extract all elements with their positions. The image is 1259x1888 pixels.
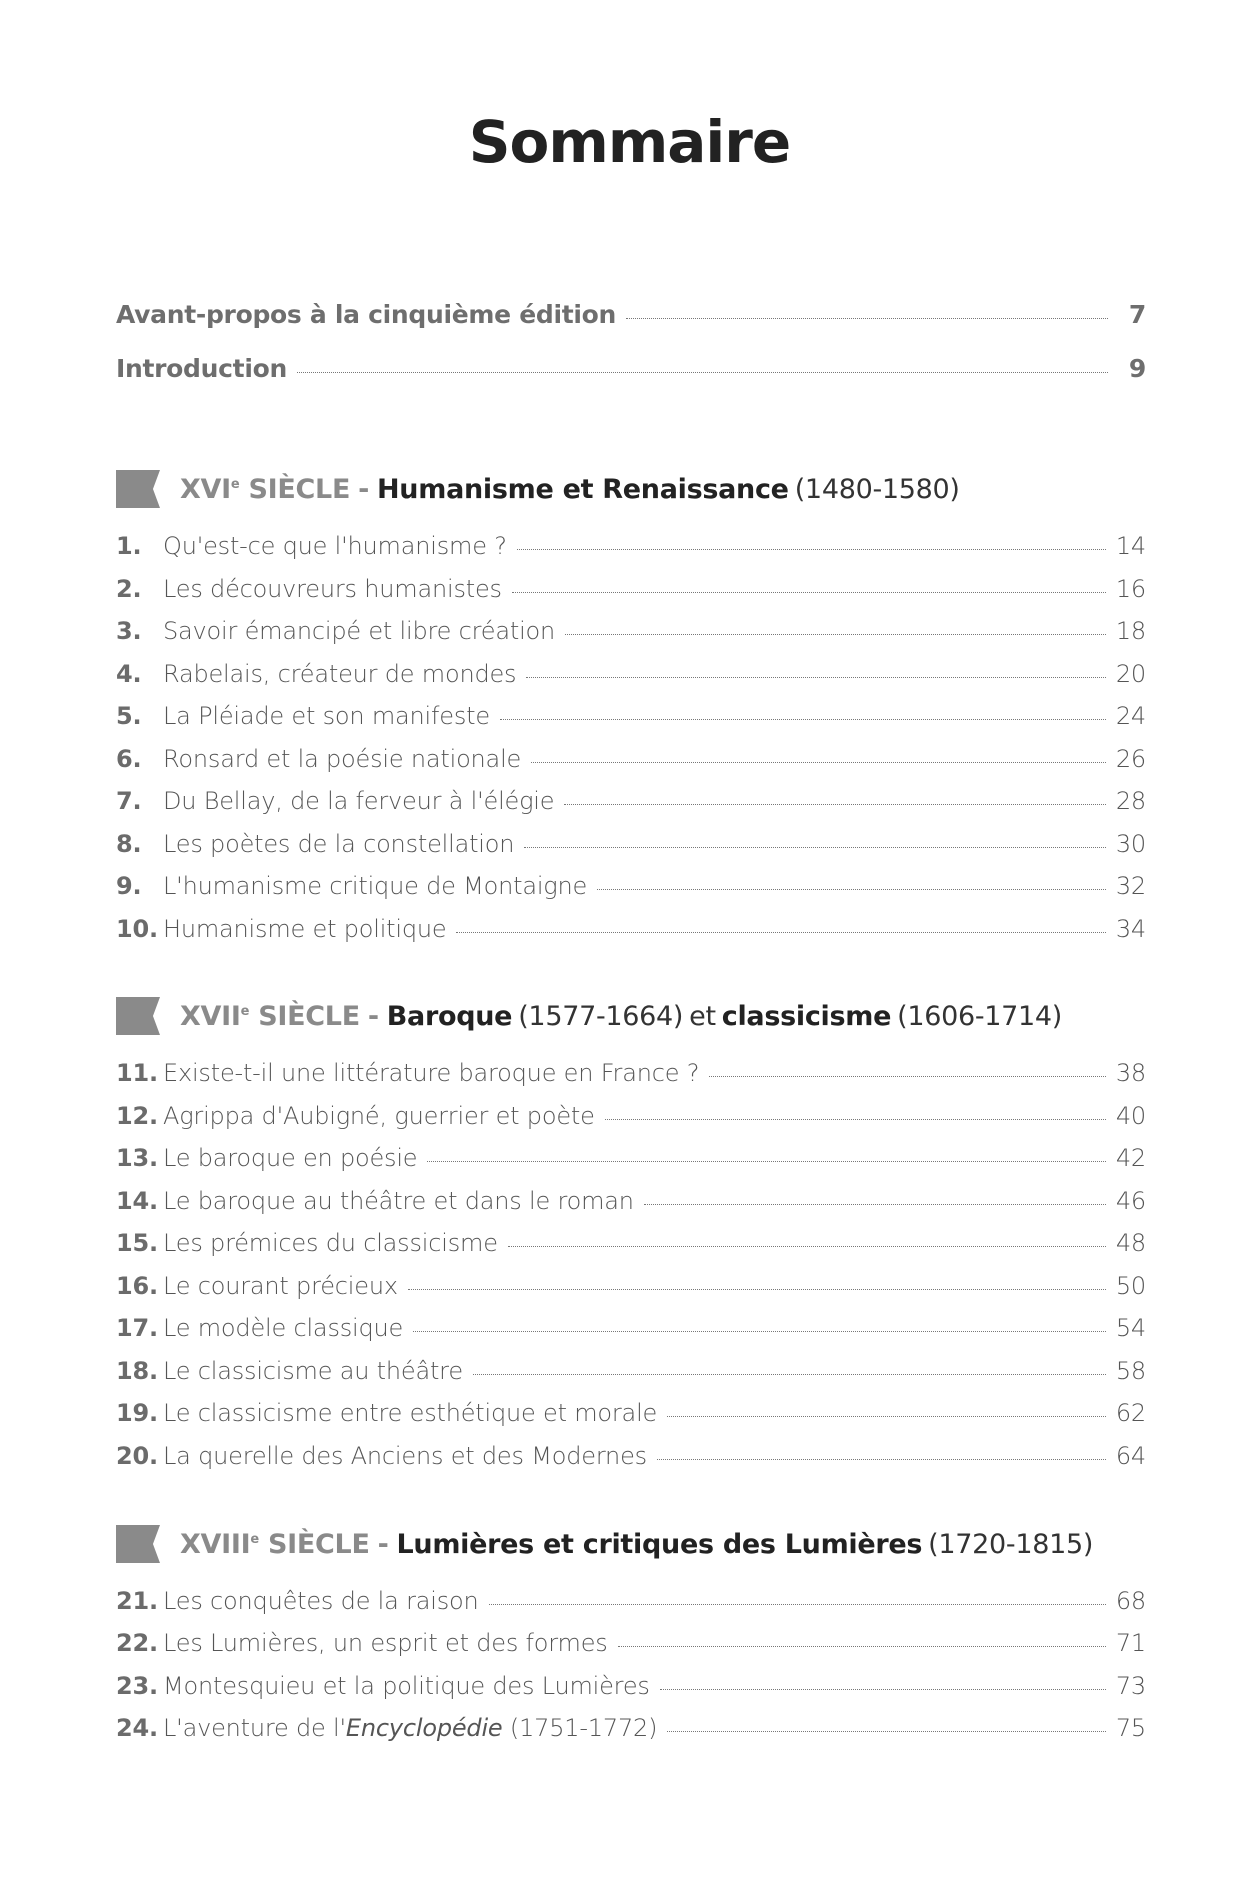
toc-entry[interactable] <box>116 1399 1146 1427</box>
toc-entry-number: 13. <box>116 1144 158 1172</box>
toc-entry-number: 9. <box>116 872 142 900</box>
toc-entry-number: 24. <box>116 1714 158 1742</box>
toc-entry[interactable] <box>116 1059 1146 1087</box>
section-theme: Baroque <box>386 1000 513 1032</box>
toc-entry-label: Le modèle classique <box>163 1314 404 1342</box>
toc-page-number: 48 <box>1115 1229 1146 1257</box>
toc-page-number: 71 <box>1115 1629 1146 1657</box>
dot-leader <box>667 1416 1106 1417</box>
toc-entry-label: Agrippa d'Aubigné, guerrier et poète <box>163 1102 595 1130</box>
toc-entry[interactable] <box>116 1102 1146 1130</box>
dot-leader <box>526 677 1106 678</box>
toc-entry-number: 11. <box>116 1059 158 1087</box>
section-dates: (1577-1664) <box>518 1000 684 1032</box>
toc-page-number: 34 <box>1115 915 1146 943</box>
dot-leader <box>531 762 1106 763</box>
toc-entry-number: 23. <box>116 1672 158 1700</box>
toc-entry[interactable] <box>116 872 1146 900</box>
toc-page-number: 38 <box>1115 1059 1146 1087</box>
toc-page-number: 26 <box>1115 745 1146 773</box>
toc-page-number: 68 <box>1115 1587 1146 1615</box>
toc-page-number: 58 <box>1115 1357 1146 1385</box>
dot-leader <box>644 1204 1106 1205</box>
section-header-xvi <box>116 470 1146 508</box>
toc-entry[interactable] <box>116 830 1146 858</box>
toc-entry-number: 17. <box>116 1314 158 1342</box>
toc-entry-label: Le baroque au théâtre et dans le roman <box>163 1187 634 1215</box>
toc-entry-number: 19. <box>116 1399 158 1427</box>
toc-entry-number: 21. <box>116 1587 158 1615</box>
section-marker-icon <box>116 1525 160 1563</box>
toc-page-number: 28 <box>1115 787 1146 815</box>
toc-entry[interactable] <box>116 1144 1146 1172</box>
toc-entry-number: 12. <box>116 1102 158 1130</box>
toc-entry-label: Les découvreurs humanistes <box>163 575 502 603</box>
dot-leader <box>605 1119 1106 1120</box>
toc-entry[interactable] <box>116 1587 1146 1615</box>
toc-entry-number: 10. <box>116 915 158 943</box>
section-marker-icon <box>116 470 160 508</box>
dot-leader <box>565 634 1106 635</box>
toc-entry[interactable] <box>116 745 1146 773</box>
dot-leader <box>408 1289 1106 1290</box>
toc-entry-label: Avant-propos à la cinquième édition <box>116 300 617 329</box>
toc-page-number: 32 <box>1115 872 1146 900</box>
dot-leader <box>297 372 1108 373</box>
toc-entry-label: Qu'est-ce que l'humanisme ? <box>163 532 507 560</box>
section-century: XVIe SIÈCLE <box>180 473 351 505</box>
toc-entry-number: 16. <box>116 1272 158 1300</box>
dot-leader <box>660 1689 1106 1690</box>
dot-leader <box>626 318 1108 319</box>
toc-entry-label: Introduction <box>116 354 287 383</box>
toc-entry-label: Le baroque en poésie <box>163 1144 418 1172</box>
toc-entry-number: 6. <box>116 745 142 773</box>
toc-page-number: 18 <box>1115 617 1146 645</box>
toc-entry-number: 14. <box>116 1187 158 1215</box>
dot-leader <box>564 804 1106 805</box>
section-dates: (1720-1815) <box>928 1528 1094 1560</box>
toc-entry-number: 1. <box>116 532 142 560</box>
toc-entry[interactable] <box>116 1314 1146 1342</box>
dot-leader <box>667 1731 1106 1732</box>
toc-page-number: 40 <box>1115 1102 1146 1130</box>
toc-entry-number: 15. <box>116 1229 158 1257</box>
toc-entry-label: Les prémices du classicisme <box>163 1229 498 1257</box>
toc-entry-label: Les Lumières, un esprit et des formes <box>163 1629 608 1657</box>
toc-entry-label: Rabelais, créateur de mondes <box>163 660 517 688</box>
toc-entry[interactable] <box>116 1714 1146 1742</box>
dot-leader <box>512 592 1106 593</box>
toc-entry[interactable] <box>116 702 1146 730</box>
section-header-xviii <box>116 1525 1146 1563</box>
section-dash: - <box>367 1000 379 1032</box>
toc-entry-number: 20. <box>116 1442 158 1470</box>
toc-entry-number: 5. <box>116 702 142 730</box>
toc-entry[interactable] <box>116 660 1146 688</box>
toc-entry-label: Montesquieu et la politique des Lumières <box>163 1672 650 1700</box>
toc-entry-label: Les conquêtes de la raison <box>163 1587 479 1615</box>
toc-page-number: 42 <box>1115 1144 1146 1172</box>
toc-entry-label: Le classicisme entre esthétique et morale <box>163 1399 658 1427</box>
toc-entry-label: Le classicisme au théâtre <box>163 1357 463 1385</box>
toc-page-number: 73 <box>1115 1672 1146 1700</box>
toc-entry-number: 22. <box>116 1629 158 1657</box>
section-header-xvii <box>116 997 1146 1035</box>
toc-entry-label: L'aventure de l'Encyclopédie (1751-1772) <box>163 1714 658 1742</box>
section-century: XVIIIe SIÈCLE <box>180 1528 370 1560</box>
dot-leader <box>473 1374 1106 1375</box>
toc-entry[interactable] <box>116 1442 1146 1470</box>
toc-page-number: 30 <box>1115 830 1146 858</box>
section-century: XVIIe SIÈCLE <box>180 1000 360 1032</box>
toc-entry-label: Du Bellay, de la ferveur à l'élégie <box>163 787 555 815</box>
dot-leader <box>524 847 1106 848</box>
toc-entry-number: 7. <box>116 787 142 815</box>
toc-page-number: 54 <box>1115 1314 1146 1342</box>
dot-leader <box>500 719 1106 720</box>
dot-leader <box>657 1459 1106 1460</box>
toc-entry[interactable] <box>116 617 1146 645</box>
toc-entry[interactable] <box>116 1357 1146 1385</box>
toc-page-number: 16 <box>1115 575 1146 603</box>
toc-entry[interactable] <box>116 532 1146 560</box>
section-dates-2: (1606-1714) <box>897 1000 1063 1032</box>
page-title: Sommaire <box>468 108 791 176</box>
section-dates: (1480-1580) <box>794 473 960 505</box>
toc-entry-number: 2. <box>116 575 142 603</box>
dot-leader <box>508 1246 1106 1247</box>
dot-leader <box>709 1076 1106 1077</box>
section-dash: - <box>358 473 370 505</box>
toc-entry[interactable] <box>116 575 1146 603</box>
dot-leader <box>456 932 1105 933</box>
toc-entry[interactable] <box>116 1229 1146 1257</box>
toc-entry-label: Existe-t-il une littérature baroque en France ? <box>163 1059 700 1087</box>
toc-page-number: 20 <box>1115 660 1146 688</box>
toc-entry-number: 3. <box>116 617 142 645</box>
dot-leader <box>517 549 1106 550</box>
toc-front-introduction[interactable] <box>116 354 1146 383</box>
toc-page-number: 7 <box>1128 300 1146 329</box>
toc-page-number: 24 <box>1115 702 1146 730</box>
dot-leader <box>427 1161 1105 1162</box>
dot-leader <box>618 1646 1106 1647</box>
toc-entry-label: Le courant précieux <box>163 1272 398 1300</box>
dot-leader <box>413 1331 1106 1332</box>
toc-page-number: 50 <box>1115 1272 1146 1300</box>
toc-entry[interactable] <box>116 1187 1146 1215</box>
toc-page-number: 46 <box>1115 1187 1146 1215</box>
toc-entry-label: Savoir émancipé et libre création <box>163 617 556 645</box>
toc-page-number: 62 <box>1115 1399 1146 1427</box>
toc-entry[interactable] <box>116 915 1146 943</box>
toc-entry-label: Humanisme et politique <box>163 915 447 943</box>
dot-leader <box>597 889 1106 890</box>
section-marker-icon <box>116 997 160 1035</box>
toc-entry-number: 8. <box>116 830 142 858</box>
toc-entry-number: 4. <box>116 660 142 688</box>
section-conjunction: et <box>689 1000 716 1032</box>
toc-entry[interactable] <box>116 787 1146 815</box>
toc-front-avant-propos[interactable] <box>116 300 1146 329</box>
toc-page-number: 9 <box>1128 354 1146 383</box>
toc-entry[interactable] <box>116 1629 1146 1657</box>
section-theme: Lumières et critiques des Lumières <box>396 1528 923 1560</box>
toc-entry[interactable] <box>116 1672 1146 1700</box>
section-theme-2: classicisme <box>721 1000 892 1032</box>
section-dash: - <box>377 1528 389 1560</box>
toc-page-number: 64 <box>1115 1442 1146 1470</box>
section-theme: Humanisme et Renaissance <box>377 473 789 505</box>
toc-page-number: 75 <box>1115 1714 1146 1742</box>
toc-entry-label: Ronsard et la poésie nationale <box>163 745 522 773</box>
dot-leader <box>489 1604 1106 1605</box>
toc-entry-number: 18. <box>116 1357 158 1385</box>
toc-entry-label: La Pléiade et son manifeste <box>163 702 490 730</box>
toc-entry-label: L'humanisme critique de Montaigne <box>163 872 588 900</box>
toc-entry[interactable] <box>116 1272 1146 1300</box>
toc-entry-label: Les poètes de la constellation <box>163 830 515 858</box>
toc-page-number: 14 <box>1115 532 1146 560</box>
toc-entry-label: La querelle des Anciens et des Modernes <box>163 1442 647 1470</box>
